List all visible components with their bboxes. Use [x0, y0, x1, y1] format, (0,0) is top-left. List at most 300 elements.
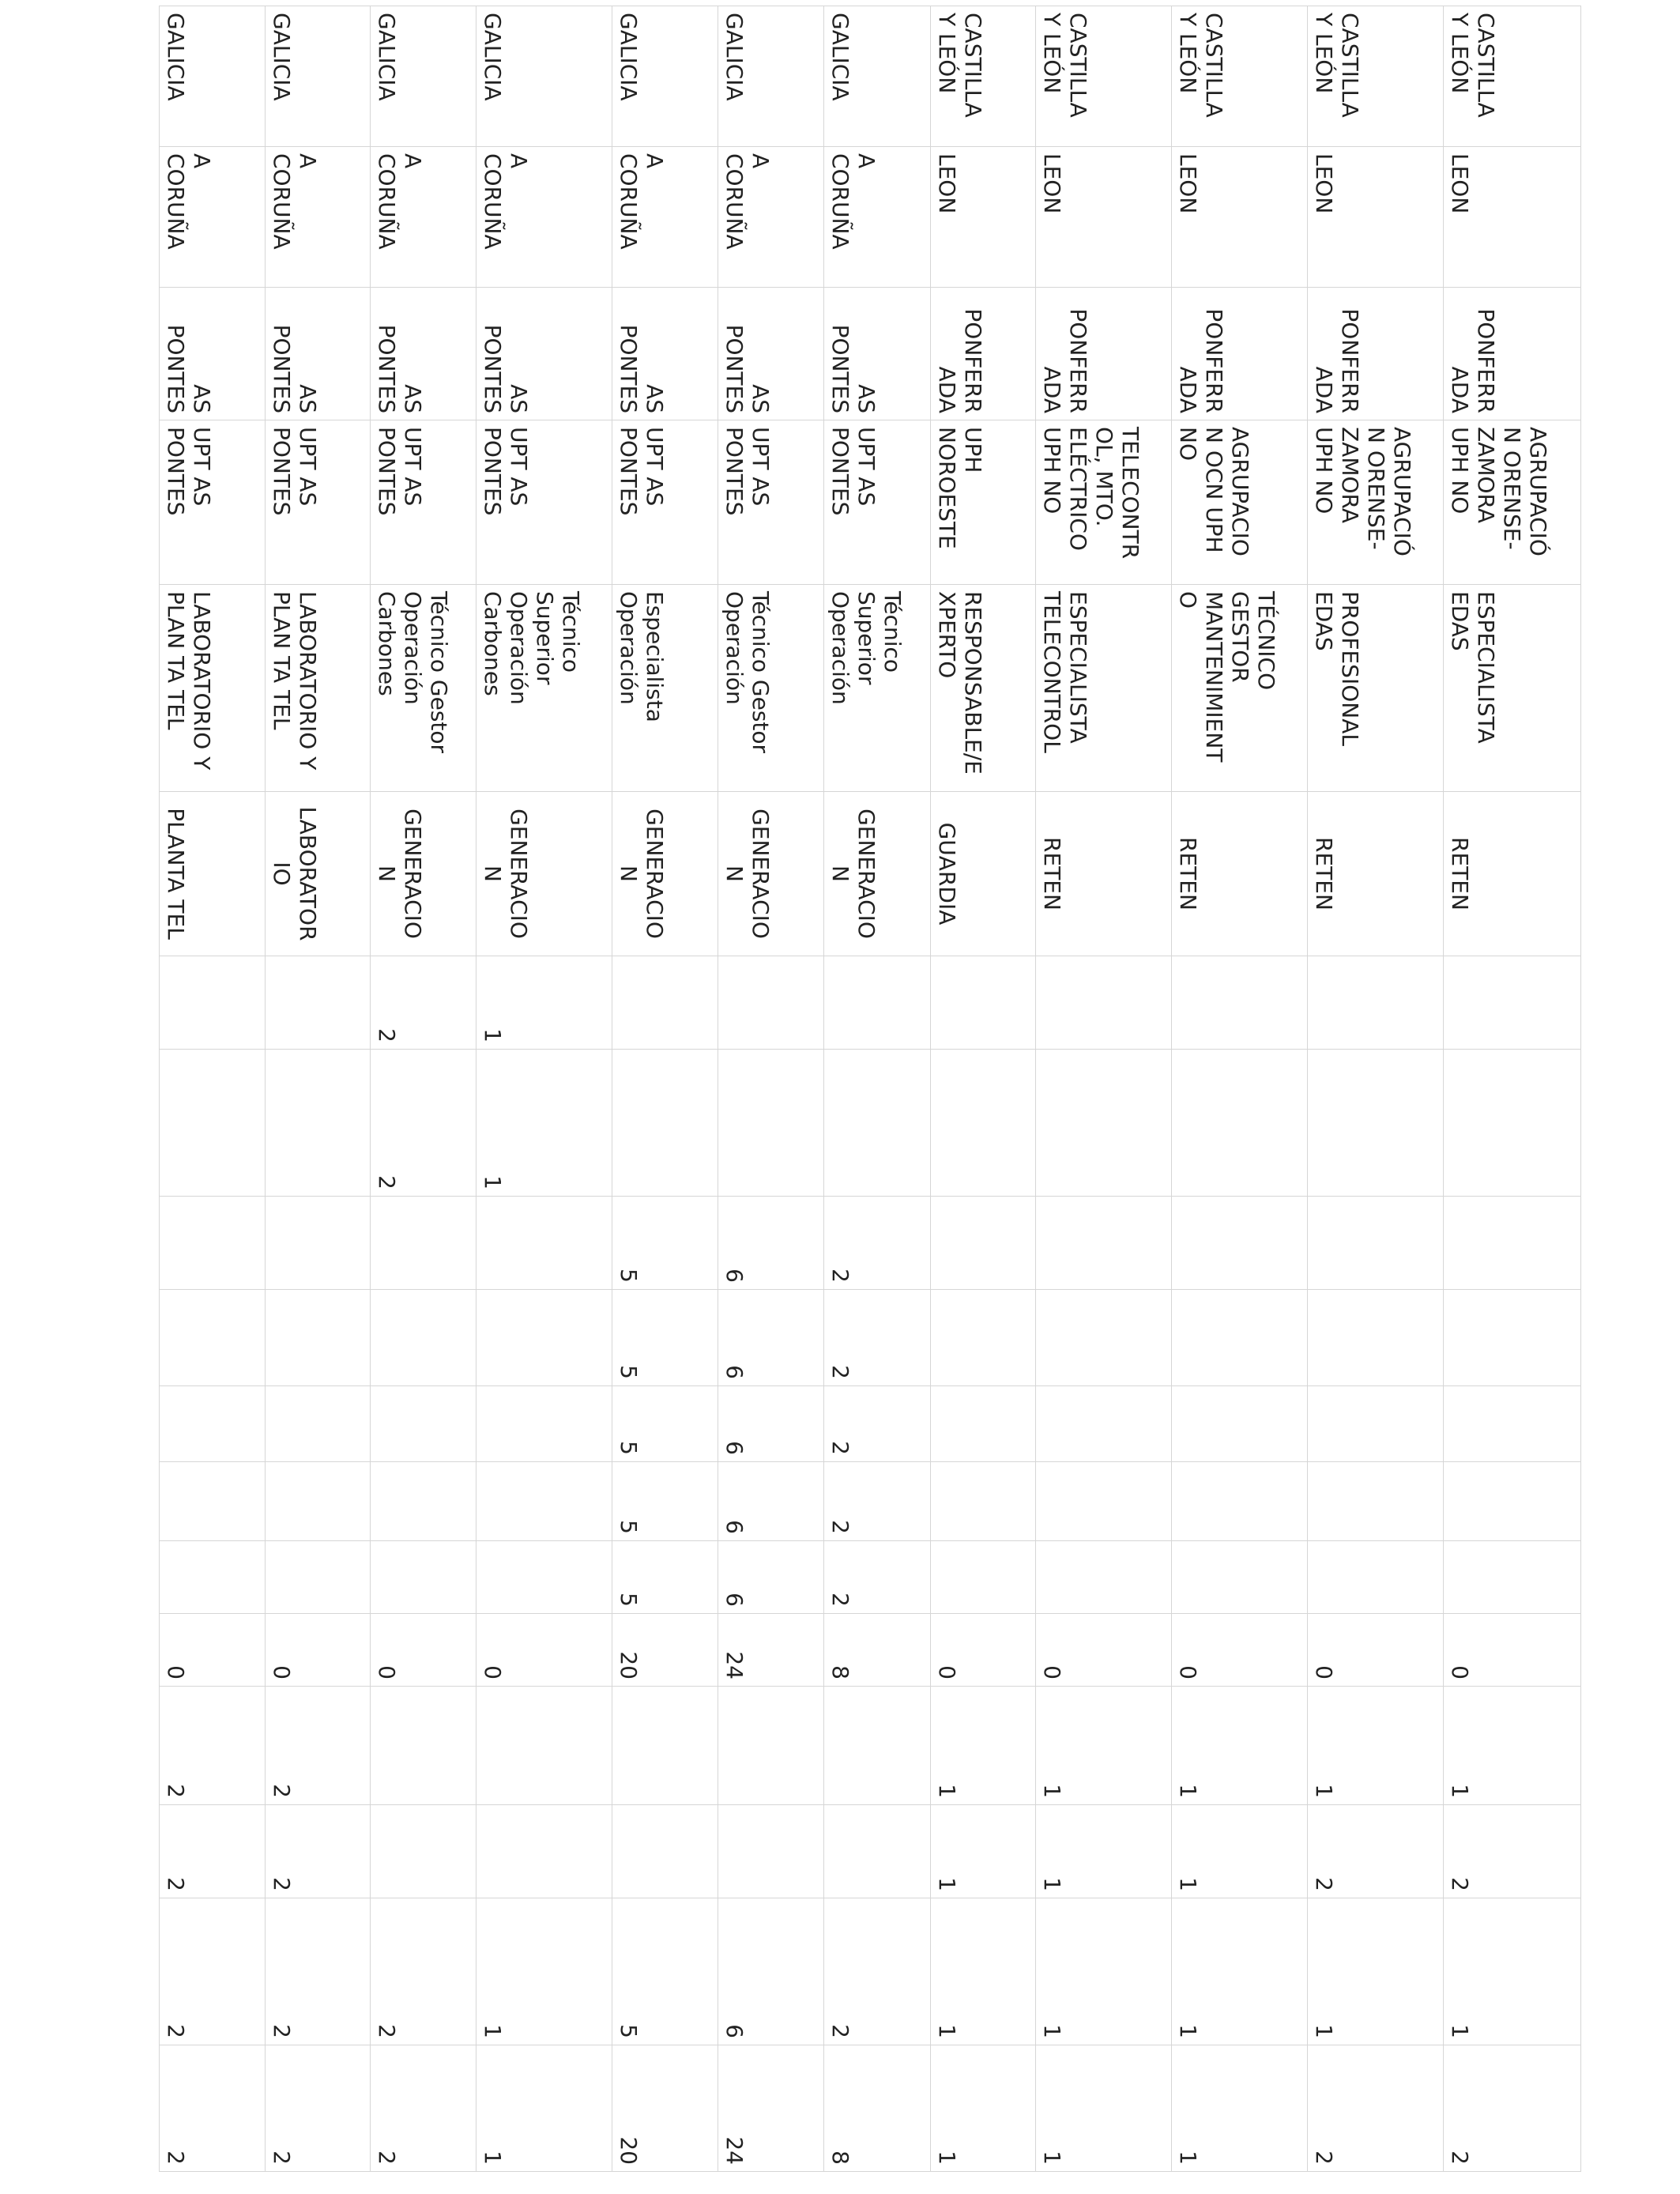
- cell-text-province: LEON: [934, 153, 960, 214]
- cell-text-service: GENERACIO N: [721, 809, 774, 939]
- cell-c10: [371, 1805, 477, 1898]
- cell-text-unit: UPT AS PONTES: [269, 427, 321, 516]
- table-row: [612, 6, 718, 2172]
- cell-role: [612, 585, 718, 792]
- cell-c9: [1036, 1687, 1172, 1805]
- cell-role: [160, 585, 266, 792]
- cell-city: [1036, 288, 1172, 420]
- cell-c7: [1036, 1541, 1172, 1614]
- cell-c12: [1036, 2045, 1172, 2172]
- cell-c11: [718, 1898, 824, 2045]
- cell-c8: [1444, 1614, 1581, 1687]
- cell-text-province: A CORUÑA: [616, 153, 668, 250]
- cell-c8: [477, 1614, 612, 1687]
- cell-text-role: PROFESIONAL EDAS: [1311, 591, 1363, 746]
- cell-c1: [931, 956, 1036, 1050]
- cell-c9: [718, 1687, 824, 1805]
- cell-service: [371, 792, 477, 956]
- cell-c4: [824, 1290, 931, 1386]
- cell-c11: [1172, 1898, 1308, 2045]
- cell-text-unit: AGRUPACIO N OCN UPH NO: [1175, 427, 1253, 556]
- cell-service: [612, 792, 718, 956]
- cell-c8: [931, 1614, 1036, 1687]
- cell-text-c12: 2: [163, 2151, 189, 2165]
- cell-c11: [1444, 1898, 1581, 2045]
- cell-c1: [371, 956, 477, 1050]
- cell-text-role: LABORATORIO Y PLAN TA TEL: [269, 591, 321, 771]
- cell-role: [1036, 585, 1172, 792]
- cell-text-province: A CORUÑA: [827, 153, 880, 250]
- cell-text-c11: 5: [616, 2024, 642, 2038]
- cell-c8: [1172, 1614, 1308, 1687]
- cell-text-region: GALICIA: [616, 13, 642, 101]
- cell-text-unit: UPT AS PONTES: [480, 427, 532, 516]
- cell-c9: [824, 1687, 931, 1805]
- cell-city: [612, 288, 718, 420]
- cell-text-c8: 0: [480, 1665, 506, 1679]
- cell-c7: [931, 1541, 1036, 1614]
- cell-c3: [824, 1197, 931, 1290]
- cell-text-unit: UPT AS PONTES: [827, 427, 880, 516]
- cell-text-region: GALICIA: [721, 13, 748, 101]
- cell-region: [477, 6, 612, 147]
- cell-text-c6: 2: [827, 1520, 853, 1534]
- cell-text-city: AS PONTES: [269, 324, 321, 413]
- cell-c11: [824, 1898, 931, 2045]
- cell-text-unit: UPT AS PONTES: [721, 427, 774, 516]
- cell-text-service: GENERACIO N: [827, 809, 880, 939]
- cell-c3: [931, 1197, 1036, 1290]
- cell-text-c4: 2: [827, 1365, 853, 1379]
- cell-c6: [1444, 1462, 1581, 1541]
- cell-c4: [160, 1290, 266, 1386]
- cell-c10: [931, 1805, 1036, 1898]
- cell-text-city: AS PONTES: [616, 324, 668, 413]
- cell-c7: [1172, 1541, 1308, 1614]
- cell-c8: [1308, 1614, 1444, 1687]
- cell-role: [371, 585, 477, 792]
- cell-c5: [824, 1386, 931, 1462]
- cell-text-unit: UPH NOROESTE: [934, 427, 986, 549]
- cell-c6: [931, 1462, 1036, 1541]
- cell-role: [266, 585, 371, 792]
- cell-text-region: CASTILLA Y LEÓN: [1311, 13, 1363, 118]
- cell-c1: [1444, 956, 1581, 1050]
- cell-c7: [266, 1541, 371, 1614]
- cell-text-c11: 2: [374, 2024, 400, 2038]
- cell-text-c11: 1: [934, 2024, 960, 2038]
- cell-c3: [1036, 1197, 1172, 1290]
- cell-city: [371, 288, 477, 420]
- cell-text-city: PONFERR ADA: [1175, 308, 1227, 413]
- cell-c9: [266, 1687, 371, 1805]
- cell-c10: [824, 1805, 931, 1898]
- cell-text-c1: 1: [480, 1028, 506, 1042]
- cell-text-city: PONFERR ADA: [1039, 308, 1091, 413]
- shift-staffing-table: [159, 6, 1581, 2172]
- cell-text-c9: 1: [1175, 1784, 1201, 1798]
- cell-c1: [1036, 956, 1172, 1050]
- cell-text-c6: 6: [721, 1520, 748, 1534]
- table-row: [1036, 6, 1172, 2172]
- cell-c12: [266, 2045, 371, 2172]
- cell-text-service: PLANTA TEL: [163, 808, 189, 940]
- cell-city: [1308, 288, 1444, 420]
- cell-text-c9: 2: [163, 1784, 189, 1798]
- cell-city: [1172, 288, 1308, 420]
- cell-c10: [718, 1805, 824, 1898]
- cell-c6: [718, 1462, 824, 1541]
- cell-c2: [931, 1050, 1036, 1197]
- cell-service: [1036, 792, 1172, 956]
- cell-c10: [160, 1805, 266, 1898]
- cell-service: [824, 792, 931, 956]
- cell-c7: [612, 1541, 718, 1614]
- cell-text-region: CASTILLA Y LEÓN: [1039, 13, 1091, 118]
- cell-c10: [266, 1805, 371, 1898]
- cell-text-c11: 1: [1039, 2024, 1065, 2038]
- cell-text-c8: 20: [616, 1651, 642, 1679]
- cell-c12: [824, 2045, 931, 2172]
- cell-c4: [931, 1290, 1036, 1386]
- cell-service: [718, 792, 824, 956]
- cell-text-service: GENERACIO N: [374, 809, 426, 939]
- cell-c8: [266, 1614, 371, 1687]
- cell-c9: [931, 1687, 1036, 1805]
- cell-c9: [477, 1687, 612, 1805]
- cell-text-role: Técnico Superior Operación Carbones: [480, 591, 584, 705]
- cell-unit: [1308, 420, 1444, 585]
- cell-unit: [824, 420, 931, 585]
- cell-c5: [160, 1386, 266, 1462]
- cell-c1: [824, 956, 931, 1050]
- cell-province: [371, 147, 477, 288]
- cell-city: [718, 288, 824, 420]
- cell-text-c12: 8: [827, 2151, 853, 2165]
- cell-text-c10: 2: [1447, 1877, 1473, 1891]
- cell-c12: [477, 2045, 612, 2172]
- cell-province: [477, 147, 612, 288]
- cell-text-c10: 1: [1175, 1877, 1201, 1891]
- cell-service: [160, 792, 266, 956]
- cell-c2: [718, 1050, 824, 1197]
- cell-c2: [612, 1050, 718, 1197]
- cell-text-service: GENERACIO N: [480, 809, 532, 939]
- cell-c2: [1036, 1050, 1172, 1197]
- cell-text-c7: 5: [616, 1593, 642, 1607]
- cell-c5: [477, 1386, 612, 1462]
- cell-c7: [371, 1541, 477, 1614]
- cell-c7: [718, 1541, 824, 1614]
- cell-text-service: RETEN: [1175, 837, 1201, 910]
- cell-c1: [612, 956, 718, 1050]
- cell-c11: [266, 1898, 371, 2045]
- cell-text-c8: 0: [269, 1665, 295, 1679]
- cell-c3: [477, 1197, 612, 1290]
- cell-text-city: AS PONTES: [827, 324, 880, 413]
- cell-text-c8: 0: [1039, 1665, 1065, 1679]
- cell-text-role: RESPONSABLE/E XPERTO: [934, 591, 986, 775]
- cell-text-role: Técnico Superior Operación: [827, 591, 906, 705]
- table-row: [477, 6, 612, 2172]
- table-row: [1172, 6, 1308, 2172]
- cell-text-unit: TELECONTR OL, MTO. ELÉCTRICO UPH NO: [1039, 427, 1143, 560]
- cell-c2: [1172, 1050, 1308, 1197]
- cell-c12: [1172, 2045, 1308, 2172]
- cell-c3: [371, 1197, 477, 1290]
- cell-text-city: PONFERR ADA: [1447, 308, 1499, 413]
- cell-unit: [477, 420, 612, 585]
- cell-text-role: Técnico Gestor Operación: [721, 591, 774, 754]
- cell-region: [1172, 6, 1308, 147]
- cell-unit: [612, 420, 718, 585]
- cell-c3: [266, 1197, 371, 1290]
- cell-c6: [1308, 1462, 1444, 1541]
- cell-city: [931, 288, 1036, 420]
- cell-text-c3: 2: [827, 1269, 853, 1283]
- cell-text-c11: 6: [721, 2024, 748, 2038]
- cell-region: [160, 6, 266, 147]
- cell-c4: [1444, 1290, 1581, 1386]
- cell-service: [266, 792, 371, 956]
- cell-text-region: CASTILLA Y LEÓN: [1175, 13, 1227, 118]
- cell-text-c11: 1: [1311, 2024, 1337, 2038]
- cell-role: [931, 585, 1036, 792]
- cell-c7: [477, 1541, 612, 1614]
- cell-text-c11: 2: [269, 2024, 295, 2038]
- cell-service: [931, 792, 1036, 956]
- cell-text-c4: 5: [616, 1365, 642, 1379]
- cell-c5: [266, 1386, 371, 1462]
- cell-text-c5: 2: [827, 1441, 853, 1455]
- cell-c5: [371, 1386, 477, 1462]
- cell-c8: [160, 1614, 266, 1687]
- cell-role: [1444, 585, 1581, 792]
- cell-service: [1308, 792, 1444, 956]
- cell-region: [1308, 6, 1444, 147]
- cell-c4: [477, 1290, 612, 1386]
- cell-c5: [1444, 1386, 1581, 1462]
- cell-province: [1444, 147, 1581, 288]
- cell-c6: [612, 1462, 718, 1541]
- cell-text-role: LABORATORIO Y PLAN TA TEL: [163, 591, 215, 771]
- cell-c3: [160, 1197, 266, 1290]
- cell-c4: [266, 1290, 371, 1386]
- cell-text-province: LEON: [1447, 153, 1473, 214]
- cell-c5: [1308, 1386, 1444, 1462]
- cell-c5: [718, 1386, 824, 1462]
- cell-c11: [612, 1898, 718, 2045]
- cell-role: [1172, 585, 1308, 792]
- cell-text-region: GALICIA: [374, 13, 400, 101]
- cell-role: [718, 585, 824, 792]
- table-row: [266, 6, 371, 2172]
- cell-text-province: A CORUÑA: [721, 153, 774, 250]
- cell-text-c11: 2: [827, 2024, 853, 2038]
- cell-role: [824, 585, 931, 792]
- cell-text-service: RETEN: [1039, 837, 1065, 910]
- cell-text-city: AS PONTES: [721, 324, 774, 413]
- cell-c9: [1308, 1687, 1444, 1805]
- cell-text-role: Técnico Gestor Operación Carbones: [374, 591, 452, 754]
- cell-text-c9: 2: [269, 1784, 295, 1798]
- cell-region: [266, 6, 371, 147]
- cell-c8: [1036, 1614, 1172, 1687]
- cell-c10: [1036, 1805, 1172, 1898]
- cell-text-c7: 6: [721, 1593, 748, 1607]
- cell-region: [718, 6, 824, 147]
- cell-c7: [160, 1541, 266, 1614]
- cell-text-unit: UPT AS PONTES: [616, 427, 668, 516]
- cell-text-c5: 6: [721, 1441, 748, 1455]
- cell-text-service: RETEN: [1447, 837, 1473, 910]
- cell-c6: [824, 1462, 931, 1541]
- cell-province: [1172, 147, 1308, 288]
- cell-c2: [1444, 1050, 1581, 1197]
- cell-text-c12: 1: [1175, 2151, 1201, 2165]
- cell-text-c7: 2: [827, 1593, 853, 1607]
- cell-c10: [1444, 1805, 1581, 1898]
- cell-text-c3: 5: [616, 1269, 642, 1283]
- cell-c6: [160, 1462, 266, 1541]
- cell-text-c8: 24: [721, 1651, 748, 1679]
- cell-unit: [718, 420, 824, 585]
- cell-text-c8: 0: [374, 1665, 400, 1679]
- cell-text-region: GALICIA: [480, 13, 506, 101]
- cell-text-service: LABORATOR IO: [269, 806, 321, 941]
- cell-c11: [931, 1898, 1036, 2045]
- cell-c1: [477, 956, 612, 1050]
- cell-text-province: LEON: [1039, 153, 1065, 214]
- table-row: [931, 6, 1036, 2172]
- cell-text-city: AS PONTES: [480, 324, 532, 413]
- cell-unit: [1172, 420, 1308, 585]
- cell-c9: [160, 1687, 266, 1805]
- cell-c1: [160, 956, 266, 1050]
- cell-text-c8: 0: [1447, 1665, 1473, 1679]
- table-row: [1308, 6, 1444, 2172]
- cell-province: [266, 147, 371, 288]
- cell-province: [718, 147, 824, 288]
- cell-text-c9: 1: [1311, 1784, 1337, 1798]
- cell-text-c12: 2: [1447, 2151, 1473, 2165]
- cell-c4: [1036, 1290, 1172, 1386]
- cell-province: [931, 147, 1036, 288]
- cell-text-c11: 2: [163, 2024, 189, 2038]
- cell-text-c3: 6: [721, 1269, 748, 1283]
- cell-text-province: A CORUÑA: [374, 153, 426, 250]
- cell-c7: [1444, 1541, 1581, 1614]
- cell-c12: [160, 2045, 266, 2172]
- cell-text-city: AS PONTES: [163, 324, 215, 413]
- cell-city: [1444, 288, 1581, 420]
- cell-c5: [931, 1386, 1036, 1462]
- table-row: [1444, 6, 1581, 2172]
- cell-text-c1: 2: [374, 1028, 400, 1042]
- cell-region: [824, 6, 931, 147]
- cell-c10: [1308, 1805, 1444, 1898]
- cell-text-unit: UPT AS PONTES: [163, 427, 215, 516]
- cell-c8: [371, 1614, 477, 1687]
- cell-c3: [1444, 1197, 1581, 1290]
- cell-c2: [266, 1050, 371, 1197]
- cell-region: [612, 6, 718, 147]
- cell-unit: [931, 420, 1036, 585]
- cell-c5: [1172, 1386, 1308, 1462]
- cell-c2: [1308, 1050, 1444, 1197]
- cell-text-c9: 1: [934, 1784, 960, 1798]
- cell-city: [824, 288, 931, 420]
- cell-text-c8: 8: [827, 1665, 853, 1679]
- cell-text-c10: 2: [1311, 1877, 1337, 1891]
- cell-text-c12: 1: [480, 2151, 506, 2165]
- cell-text-c10: 2: [163, 1877, 189, 1891]
- cell-text-province: LEON: [1175, 153, 1201, 214]
- cell-c4: [612, 1290, 718, 1386]
- cell-c11: [477, 1898, 612, 2045]
- cell-c6: [1036, 1462, 1172, 1541]
- cell-c6: [477, 1462, 612, 1541]
- cell-text-c6: 5: [616, 1520, 642, 1534]
- cell-text-role: TÉCNICO GESTOR MANTENIMIENT O: [1175, 591, 1279, 763]
- cell-c3: [1172, 1197, 1308, 1290]
- cell-c9: [1172, 1687, 1308, 1805]
- cell-c8: [612, 1614, 718, 1687]
- cell-text-c4: 6: [721, 1365, 748, 1379]
- cell-service: [1444, 792, 1581, 956]
- cell-text-c12: 2: [269, 2151, 295, 2165]
- cell-text-c12: 24: [721, 2136, 748, 2165]
- cell-c12: [1444, 2045, 1581, 2172]
- table-row: [371, 6, 477, 2172]
- cell-text-region: CASTILLA Y LEÓN: [1447, 13, 1499, 118]
- cell-text-role: ESPECIALISTA TELECONTROL: [1039, 591, 1091, 753]
- cell-text-region: GALICIA: [827, 13, 853, 101]
- cell-text-role: Especialista Operación: [616, 591, 668, 722]
- cell-c12: [1308, 2045, 1444, 2172]
- cell-c1: [266, 956, 371, 1050]
- cell-region: [371, 6, 477, 147]
- cell-city: [160, 288, 266, 420]
- cell-c4: [1308, 1290, 1444, 1386]
- cell-text-c8: 0: [163, 1665, 189, 1679]
- cell-text-c11: 1: [480, 2024, 506, 2038]
- cell-text-service: GENERACIO N: [616, 809, 668, 939]
- cell-c1: [1172, 956, 1308, 1050]
- cell-province: [1308, 147, 1444, 288]
- cell-city: [266, 288, 371, 420]
- cell-role: [477, 585, 612, 792]
- cell-c5: [612, 1386, 718, 1462]
- cell-c8: [824, 1614, 931, 1687]
- cell-text-region: GALICIA: [269, 13, 295, 101]
- cell-c7: [824, 1541, 931, 1614]
- cell-role: [1308, 585, 1444, 792]
- cell-c9: [371, 1687, 477, 1805]
- cell-c12: [612, 2045, 718, 2172]
- cell-text-region: GALICIA: [163, 13, 189, 101]
- cell-text-city: AS PONTES: [374, 324, 426, 413]
- cell-text-province: A CORUÑA: [269, 153, 321, 250]
- cell-text-c12: 20: [616, 2136, 642, 2165]
- cell-text-c9: 1: [1039, 1784, 1065, 1798]
- cell-unit: [160, 420, 266, 585]
- table-row: [160, 6, 266, 2172]
- cell-text-province: A CORUÑA: [480, 153, 532, 250]
- cell-region: [1444, 6, 1581, 147]
- cell-c12: [718, 2045, 824, 2172]
- table-row: [824, 6, 931, 2172]
